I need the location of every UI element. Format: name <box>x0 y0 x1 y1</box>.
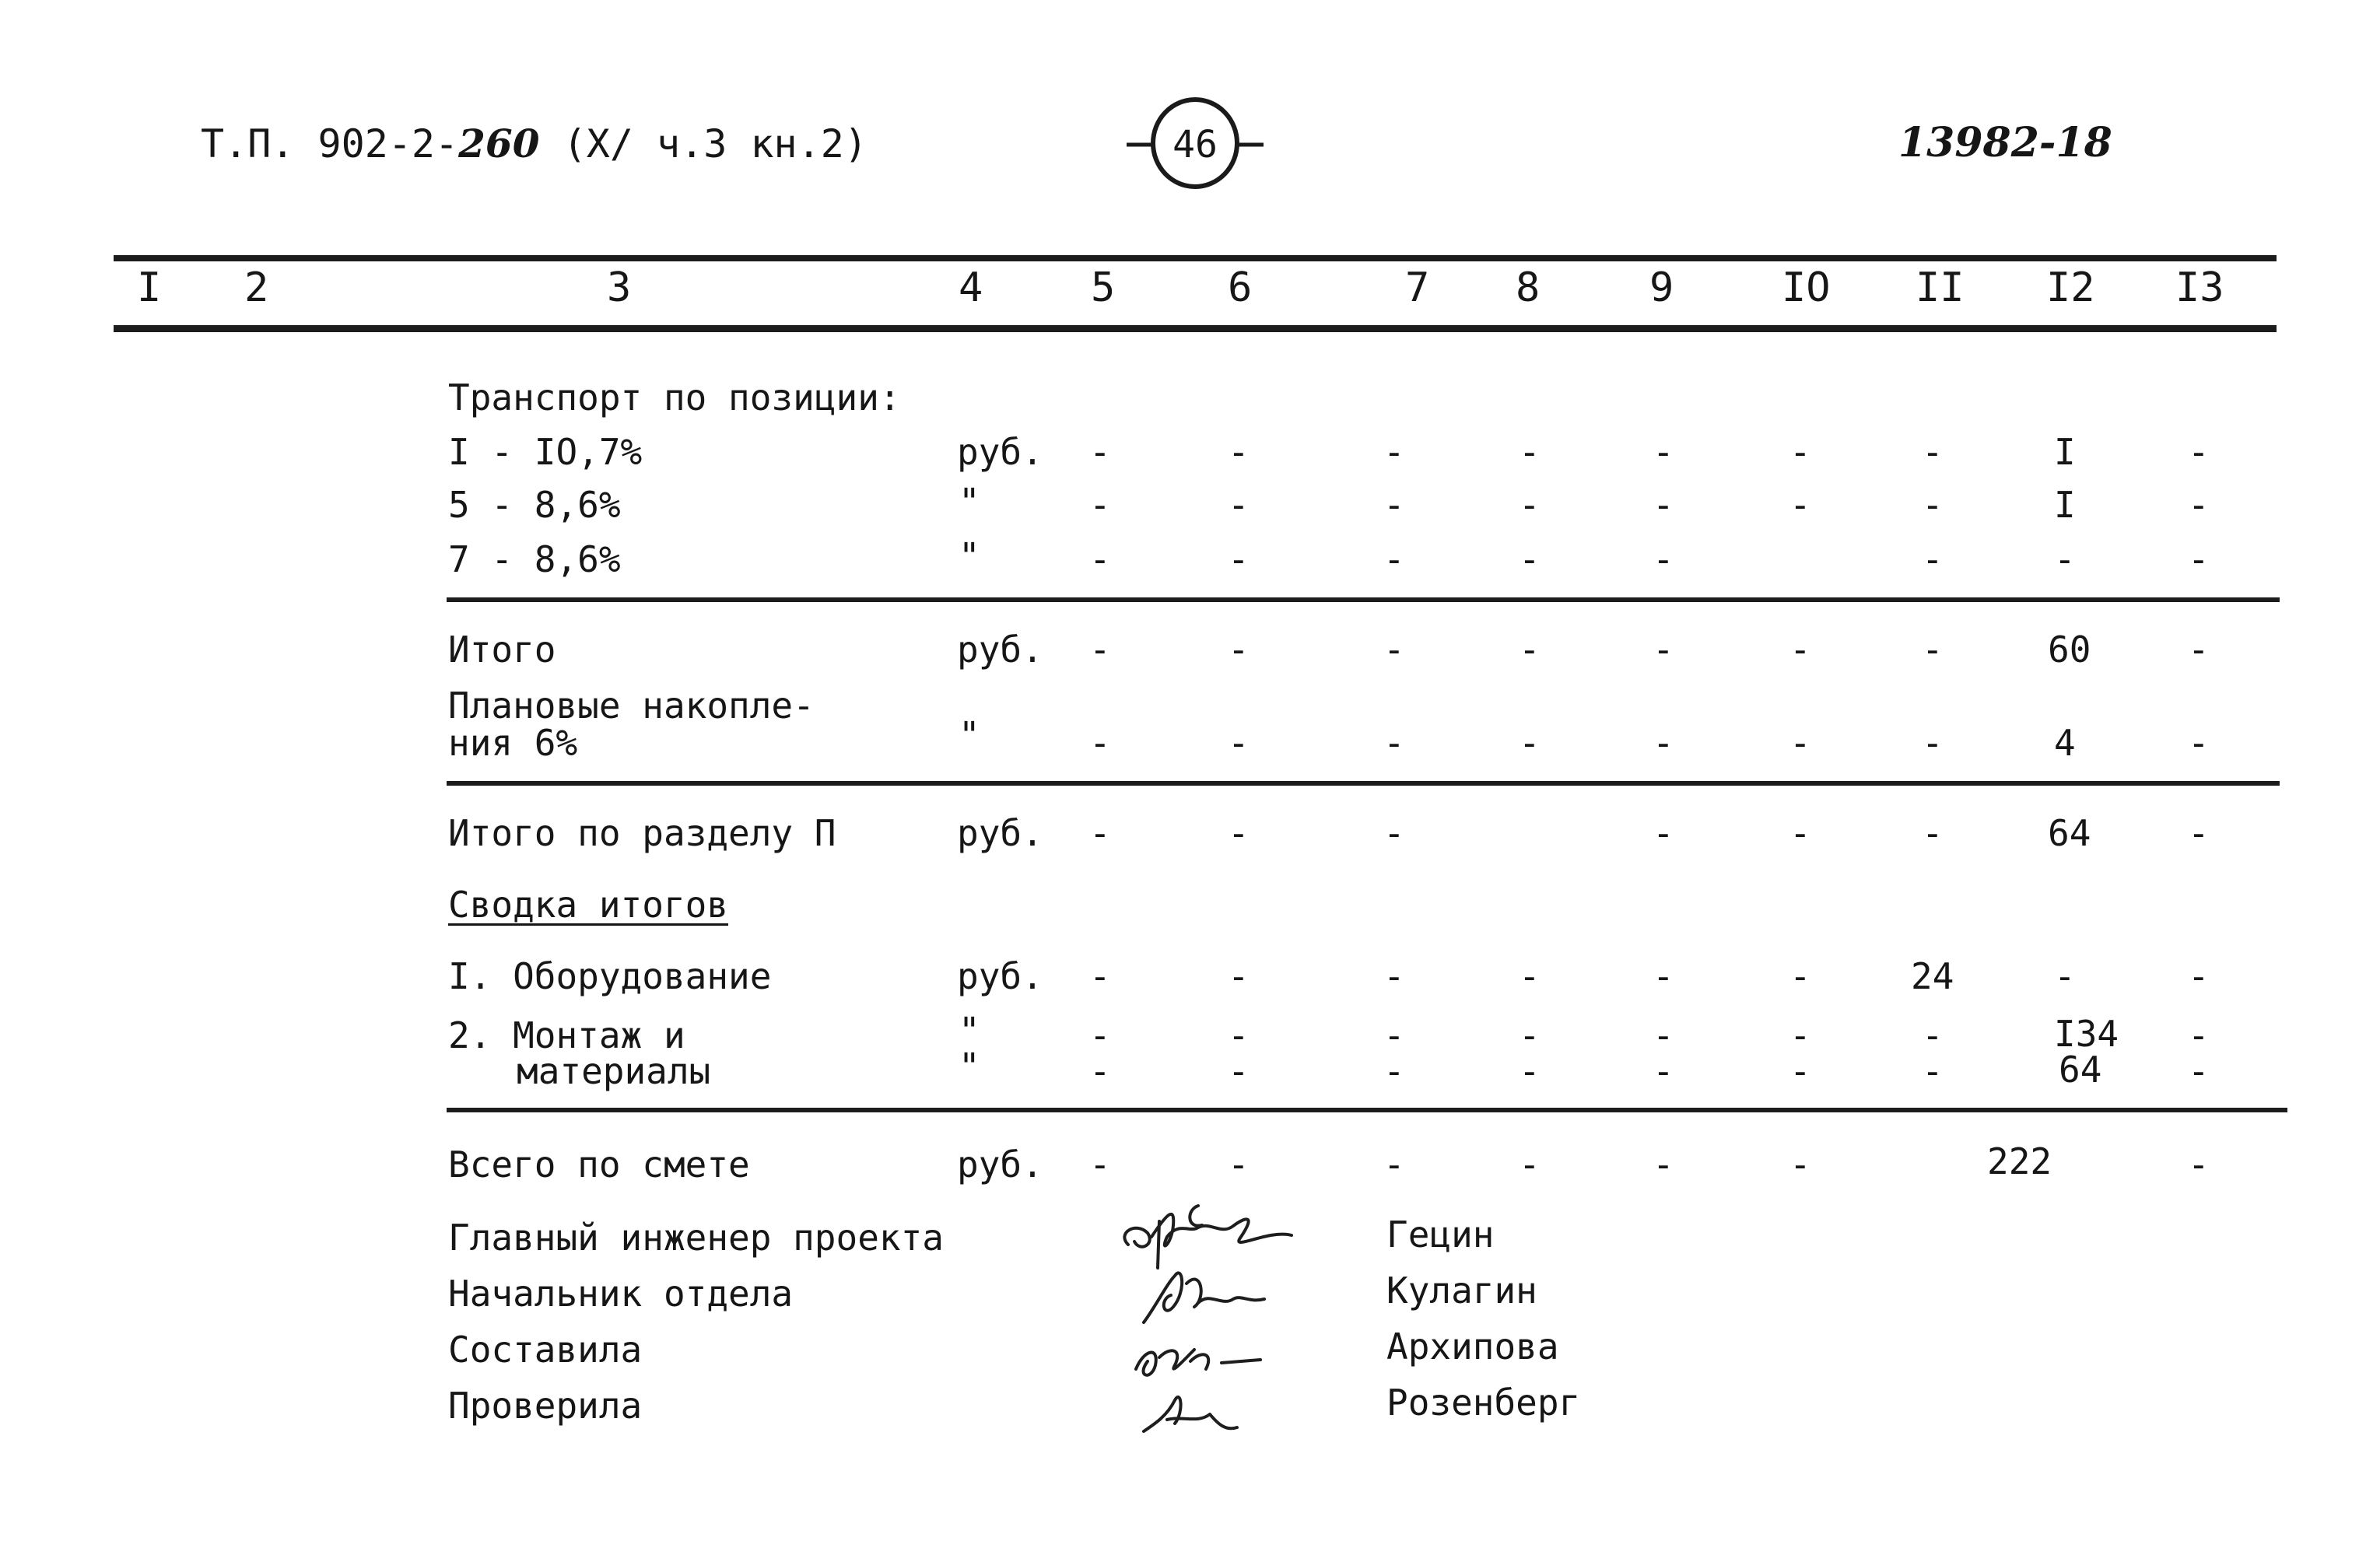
cell-col-6: - <box>1228 812 1250 854</box>
cell-col-11: 24 <box>1911 955 1954 997</box>
cell-col-5: - <box>1089 1143 1111 1186</box>
cell-col-9: - <box>1653 1143 1674 1186</box>
cell-col-12: - <box>2054 538 2076 580</box>
page-number-marker <box>1127 93 1264 193</box>
row-label: Итого <box>448 629 556 671</box>
row-unit: руб. <box>957 1143 1043 1186</box>
cell-col-5: - <box>1089 484 1111 526</box>
document-code <box>201 121 868 166</box>
row-label: Итого по разделу П <box>448 812 836 854</box>
signature-name: Гецин <box>1386 1214 1495 1256</box>
document-code-prefix: Т.П. 902-2- <box>201 121 459 166</box>
summary-section-title: Сводка итогов <box>448 884 729 926</box>
row-unit: " <box>959 1045 980 1087</box>
signature-role: Составила <box>448 1329 643 1371</box>
cell-col-6: - <box>1228 484 1250 526</box>
signature-role: Главный инженер проекта <box>448 1217 944 1259</box>
cell-col-5: - <box>1089 812 1111 854</box>
column-header-6: 6 <box>1228 264 1253 311</box>
signature-role: Проверила <box>448 1385 643 1427</box>
cell-col-9: - <box>1653 431 1674 473</box>
column-header-4: 4 <box>959 264 983 311</box>
row-label-line-1: Плановые накопле- <box>448 685 815 727</box>
cell-col-12: I <box>2054 431 2076 473</box>
cell-col-6: - <box>1228 955 1250 997</box>
document-code-suffix: (X/ ч.3 кн.2) <box>539 121 868 166</box>
column-header-1: I <box>137 264 162 311</box>
cell-col-9: - <box>1653 955 1674 997</box>
cell-col-6: - <box>1228 431 1250 473</box>
cell-col-10: - <box>1789 1050 1811 1092</box>
inventory-number: 13982-18 <box>1898 119 2112 166</box>
cell-col-9: - <box>1653 629 1674 671</box>
cell-col-6: - <box>1228 538 1250 580</box>
column-header-8: 8 <box>1516 264 1541 311</box>
cell-col-6: - <box>1228 1014 1250 1056</box>
cell-col-13: - <box>2188 1143 2210 1186</box>
row-label: 2. Монтаж и <box>448 1014 685 1056</box>
cell-col-7: - <box>1383 538 1405 580</box>
cell-col-10: - <box>1789 629 1811 671</box>
cell-col-5: - <box>1089 1050 1111 1092</box>
header-top-rule <box>114 255 2277 261</box>
row-label: I. Оборудование <box>448 955 772 997</box>
cell-col-10: - <box>1789 484 1811 526</box>
cell-col-11: - <box>1922 629 1944 671</box>
cell-col-5: - <box>1089 955 1111 997</box>
cell-col-8: - <box>1519 1014 1541 1056</box>
cell-col-8: - <box>1519 955 1541 997</box>
cell-col-7: - <box>1383 1143 1405 1186</box>
row-unit: " <box>959 535 980 577</box>
cell-col-11-12: 222 <box>1987 1140 2052 1182</box>
row-unit: руб. <box>957 955 1043 997</box>
row-label: I - IO,7% <box>448 431 643 473</box>
row-label: Всего по смете <box>448 1143 750 1186</box>
row-label: 7 - 8,6% <box>448 538 621 580</box>
cell-col-6: - <box>1228 1143 1250 1186</box>
signature-name: Кулагин <box>1386 1270 1537 1312</box>
cell-col-12: I <box>2054 484 2076 526</box>
cell-col-13: - <box>2188 1050 2210 1092</box>
cell-col-13: - <box>2188 538 2210 580</box>
cell-col-7: - <box>1383 484 1405 526</box>
row-label: 5 - 8,6% <box>448 484 621 526</box>
cell-col-8: - <box>1519 431 1541 473</box>
signature-role: Начальник отдела <box>448 1273 794 1315</box>
cell-col-13: - <box>2188 812 2210 854</box>
cell-col-11: - <box>1922 484 1944 526</box>
cell-col-13: - <box>2188 629 2210 671</box>
column-header-2: 2 <box>244 264 269 311</box>
cell-col-7: - <box>1383 629 1405 671</box>
cell-col-13: - <box>2188 484 2210 526</box>
row-unit: " <box>959 481 980 523</box>
cell-col-11: - <box>1922 538 1944 580</box>
column-header-10: IO <box>1782 264 1831 311</box>
cell-col-5: - <box>1089 629 1111 671</box>
cell-col-8: - <box>1519 722 1541 764</box>
cell-col-9: - <box>1653 1050 1674 1092</box>
cell-col-13: - <box>2188 722 2210 764</box>
cell-col-9: - <box>1653 1014 1674 1056</box>
cell-col-12: - <box>2054 955 2076 997</box>
header-bottom-rule <box>114 325 2277 332</box>
cell-col-7: - <box>1383 722 1405 764</box>
cell-col-12: 64 <box>2048 812 2091 854</box>
transport-section-title: Транспорт по позиции: <box>448 376 901 419</box>
cell-col-11: - <box>1922 1014 1944 1056</box>
cell-col-12: I34 <box>2054 1013 2119 1055</box>
cell-col-9: - <box>1653 538 1674 580</box>
cell-col-10: - <box>1789 431 1811 473</box>
column-header-13: I3 <box>2175 264 2224 311</box>
cell-col-8: - <box>1519 629 1541 671</box>
column-header-9: 9 <box>1649 264 1674 311</box>
cell-col-11: - <box>1922 431 1944 473</box>
handwritten-signatures-image <box>1113 1190 1346 1447</box>
page-number: 46 <box>1172 123 1218 166</box>
row-unit: " <box>959 714 980 756</box>
row-label: материалы <box>517 1050 711 1092</box>
section-divider <box>447 781 2280 786</box>
column-header-7: 7 <box>1405 264 1430 311</box>
signature-name: Архипова <box>1386 1326 1559 1368</box>
cell-col-7: - <box>1383 431 1405 473</box>
cell-col-12: 64 <box>2059 1049 2102 1091</box>
cell-col-8: - <box>1519 1143 1541 1186</box>
cell-col-9: - <box>1653 722 1674 764</box>
section-divider <box>447 597 2280 602</box>
row-unit: руб. <box>957 431 1043 473</box>
cell-col-10: - <box>1789 1014 1811 1056</box>
cell-col-7: - <box>1383 955 1405 997</box>
cell-col-7: - <box>1383 812 1405 854</box>
cell-col-13: - <box>2188 1014 2210 1056</box>
cell-col-8: - <box>1519 538 1541 580</box>
cell-col-9: - <box>1653 484 1674 526</box>
column-header-5: 5 <box>1091 264 1116 311</box>
row-unit: руб. <box>957 812 1043 854</box>
cell-col-11: - <box>1922 1050 1944 1092</box>
cell-col-5: - <box>1089 722 1111 764</box>
cell-col-6: - <box>1228 629 1250 671</box>
cell-col-10: - <box>1789 812 1811 854</box>
cell-col-8: - <box>1519 484 1541 526</box>
cell-col-12: 60 <box>2048 629 2091 671</box>
cell-col-6: - <box>1228 722 1250 764</box>
cell-col-5: - <box>1089 538 1111 580</box>
cell-col-11: - <box>1922 722 1944 764</box>
cell-col-5: - <box>1089 1014 1111 1056</box>
row-unit: руб. <box>957 629 1043 671</box>
section-divider <box>447 1108 2287 1112</box>
cell-col-10: - <box>1789 722 1811 764</box>
cell-col-5: - <box>1089 431 1111 473</box>
cell-col-10: - <box>1789 955 1811 997</box>
cell-col-7: - <box>1383 1050 1405 1092</box>
cell-col-13: - <box>2188 955 2210 997</box>
cell-col-13: - <box>2188 431 2210 473</box>
cell-col-8: - <box>1519 1050 1541 1092</box>
document-code-handwritten: 260 <box>458 121 540 166</box>
row-label-line-2: ния 6% <box>448 722 578 764</box>
column-header-11: II <box>1916 264 1965 311</box>
column-header-12: I2 <box>2046 264 2095 311</box>
cell-col-6: - <box>1228 1050 1250 1092</box>
row-unit: " <box>959 1010 980 1052</box>
signature-name: Розенберг <box>1386 1382 1581 1424</box>
cell-col-12: 4 <box>2054 722 2076 764</box>
cell-col-7: - <box>1383 1014 1405 1056</box>
cell-col-9: - <box>1653 812 1674 854</box>
column-header-3: 3 <box>607 264 632 311</box>
cell-col-11: - <box>1922 812 1944 854</box>
cell-col-10: - <box>1789 1143 1811 1186</box>
